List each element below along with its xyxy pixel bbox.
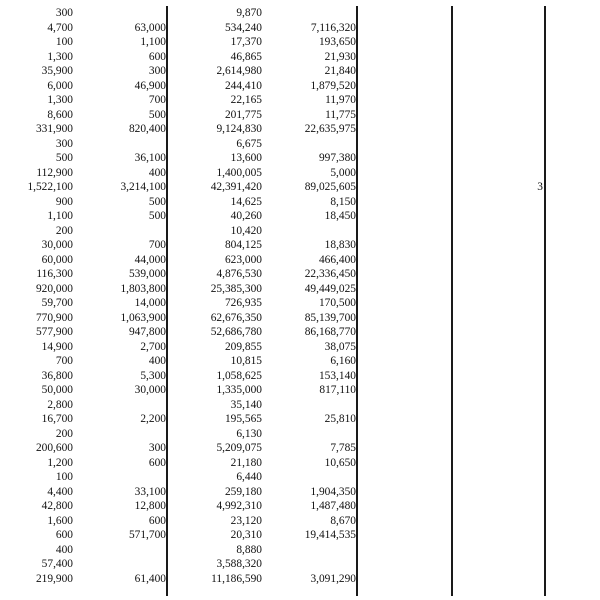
table-cell-col-4: 193,650 xyxy=(318,36,356,48)
table-cell-col-2: 300 xyxy=(148,65,166,77)
table-cell-col-4: 1,487,480 xyxy=(310,500,356,512)
table-cell-col-4: 18,830 xyxy=(324,239,356,251)
table-cell-col-4: 170,500 xyxy=(318,297,356,309)
table-cell-col-2: 700 xyxy=(148,94,166,106)
table-cell-col-4: 1,879,520 xyxy=(310,79,356,92)
table-row xyxy=(0,441,600,455)
table-cell-col-3: 5,209,075 xyxy=(216,442,262,454)
table-cell-col-4: 997,380 xyxy=(318,152,356,164)
table-cell-col-1: 200 xyxy=(55,224,73,237)
table-row xyxy=(0,456,600,470)
table-cell-col-3: 726,935 xyxy=(224,297,262,309)
table-cell-col-1: 600 xyxy=(55,529,73,541)
table-cell-col-2: 539,000 xyxy=(128,268,166,280)
table-row xyxy=(0,557,600,571)
table-row xyxy=(0,398,600,412)
table-cell-col-4: 5,000 xyxy=(330,166,356,179)
table-cell-col-3: 4,876,530 xyxy=(216,268,262,280)
table-row xyxy=(0,21,600,35)
table-cell-col-1: 200 xyxy=(55,427,73,440)
table-cell-col-1: 1,300 xyxy=(47,94,73,106)
table-cell-col-4: 8,670 xyxy=(330,514,356,527)
table-cell-col-3: 17,370 xyxy=(230,36,262,48)
table-cell-col-2: 1,803,800 xyxy=(120,282,166,295)
table-cell-col-4: 21,840 xyxy=(324,65,356,77)
table-cell-col-1: 500 xyxy=(55,152,73,164)
table-cell-col-4: 22,336,450 xyxy=(304,268,356,280)
table-cell-col-3: 8,880 xyxy=(236,543,262,556)
table-cell-col-3: 623,000 xyxy=(224,253,262,266)
table-cell-col-2: 700 xyxy=(148,239,166,251)
table-cell-col-3: 1,400,005 xyxy=(216,166,262,179)
table-cell-col-2: 30,000 xyxy=(134,384,166,396)
table-cell-col-3: 534,240 xyxy=(224,21,262,34)
table-row xyxy=(0,543,600,557)
table-cell-col-4: 21,930 xyxy=(324,50,356,63)
table-cell-col-3: 20,310 xyxy=(230,529,262,541)
table-cell-col-1: 4,400 xyxy=(47,485,73,498)
table-cell-col-2: 820,400 xyxy=(128,123,166,135)
table-cell-col-2: 400 xyxy=(148,355,166,367)
table-cell-col-3: 21,180 xyxy=(230,456,262,469)
table-row xyxy=(0,427,600,441)
table-cell-col-4: 8,150 xyxy=(330,195,356,208)
table-cell-col-4: 49,449,025 xyxy=(304,282,356,295)
table-cell-col-3: 42,391,420 xyxy=(210,181,262,193)
table-cell-col-2: 2,700 xyxy=(140,340,166,353)
table-cell-col-1: 920,000 xyxy=(35,282,73,295)
table-row xyxy=(0,311,600,325)
table-cell-col-2: 1,063,900 xyxy=(120,311,166,324)
table-cell-col-3: 25,385,300 xyxy=(210,282,262,295)
table-cell-col-2: 14,000 xyxy=(134,297,166,309)
table-cell-col-5: 3 xyxy=(537,181,543,193)
table-cell-col-3: 201,775 xyxy=(224,108,262,121)
table-row xyxy=(0,253,600,267)
table-cell-col-1: 112,900 xyxy=(36,166,73,179)
table-cell-col-3: 804,125 xyxy=(224,239,262,251)
table-cell-col-3: 14,625 xyxy=(230,195,262,208)
table-cell-col-3: 23,120 xyxy=(230,514,262,527)
table-row xyxy=(0,470,600,484)
table-cell-col-2: 500 xyxy=(148,210,166,222)
table-cell-col-1: 30,000 xyxy=(41,239,73,251)
table-cell-col-1: 700 xyxy=(55,355,73,367)
table-cell-col-2: 400 xyxy=(148,166,166,179)
table-cell-col-1: 100 xyxy=(55,471,73,483)
table-cell-col-1: 200,600 xyxy=(35,442,73,454)
table-cell-col-1: 6,000 xyxy=(47,79,73,92)
table-row xyxy=(0,50,600,64)
table-cell-col-2: 300 xyxy=(148,442,166,454)
table-cell-col-1: 35,900 xyxy=(41,65,73,77)
table-cell-col-4: 7,785 xyxy=(330,442,356,454)
table-row xyxy=(0,238,600,252)
table-cell-col-3: 52,686,780 xyxy=(210,326,262,338)
table-row xyxy=(0,108,600,122)
table-cell-col-4: 22,635,975 xyxy=(304,123,356,135)
table-cell-col-4: 85,139,700 xyxy=(304,311,356,324)
table-row xyxy=(0,296,600,310)
table-cell-col-3: 9,124,830 xyxy=(216,123,262,135)
table-row xyxy=(0,137,600,151)
table-cell-col-1: 8,600 xyxy=(47,108,73,121)
table-row xyxy=(0,369,600,383)
table-cell-col-2: 600 xyxy=(148,456,166,469)
table-cell-col-3: 6,675 xyxy=(236,137,262,150)
table-row xyxy=(0,325,600,339)
table-cell-col-4: 86,168,770 xyxy=(304,326,356,338)
table-cell-col-1: 4,700 xyxy=(47,21,73,34)
table-cell-col-3: 4,992,310 xyxy=(216,500,262,512)
table-cell-col-1: 300 xyxy=(55,137,73,150)
table-cell-col-3: 9,870 xyxy=(236,7,262,19)
table-cell-col-2: 44,000 xyxy=(134,253,166,266)
table-cell-col-2: 2,200 xyxy=(140,413,166,425)
table-cell-col-1: 1,600 xyxy=(47,514,73,527)
table-cell-col-2: 33,100 xyxy=(134,485,166,498)
table-cell-col-2: 1,100 xyxy=(140,36,166,48)
table-cell-col-4: 25,810 xyxy=(324,413,356,425)
table-cell-col-4: 19,414,535 xyxy=(304,529,356,541)
table-cell-col-3: 1,335,000 xyxy=(216,384,262,396)
table-cell-col-4: 18,450 xyxy=(324,210,356,222)
table-row xyxy=(0,267,600,281)
table-cell-col-3: 46,865 xyxy=(230,50,262,63)
table-cell-col-2: 46,900 xyxy=(134,79,166,92)
table-cell-col-1: 300 xyxy=(55,7,73,19)
table-row xyxy=(0,528,600,542)
table-cell-col-3: 40,260 xyxy=(230,210,262,222)
table-cell-col-2: 600 xyxy=(148,514,166,527)
table-cell-col-1: 770,900 xyxy=(35,311,73,324)
table-cell-col-4: 466,400 xyxy=(318,253,356,266)
table-cell-col-2: 947,800 xyxy=(128,326,166,338)
table-cell-col-3: 22,165 xyxy=(230,94,262,106)
table-cell-col-3: 10,815 xyxy=(230,355,262,367)
table-cell-col-3: 6,130 xyxy=(236,427,262,440)
table-row xyxy=(0,209,600,223)
table-cell-col-1: 219,900 xyxy=(35,572,73,585)
table-cell-col-1: 1,300 xyxy=(47,50,73,63)
table-cell-col-2: 500 xyxy=(148,195,166,208)
table-row xyxy=(0,93,600,107)
table-cell-col-4: 7,116,320 xyxy=(310,21,356,34)
table-cell-col-4: 89,025,605 xyxy=(304,181,356,193)
table-cell-col-2: 5,300 xyxy=(140,369,166,382)
table-cell-col-4: 10,650 xyxy=(324,456,356,469)
table-cell-col-1: 42,800 xyxy=(41,500,73,512)
table-cell-col-3: 209,855 xyxy=(224,340,262,353)
table-cell-col-1: 116,300 xyxy=(36,268,73,280)
table-cell-col-1: 57,400 xyxy=(41,558,73,570)
table-row xyxy=(0,64,600,78)
table-cell-col-3: 3,588,320 xyxy=(216,558,262,570)
table-cell-col-1: 577,900 xyxy=(35,326,73,338)
table-row xyxy=(0,6,600,20)
table-row xyxy=(0,195,600,209)
table-cell-col-4: 6,160 xyxy=(330,355,356,367)
table-cell-col-1: 100 xyxy=(55,36,73,48)
table-row xyxy=(0,383,600,397)
table-row xyxy=(0,499,600,513)
table-cell-col-2: 571,700 xyxy=(128,529,166,541)
table-cell-col-3: 11,186,590 xyxy=(211,572,262,585)
table-cell-col-3: 2,614,980 xyxy=(216,65,262,77)
table-cell-col-3: 6,440 xyxy=(236,471,262,483)
table-cell-col-2: 3,214,100 xyxy=(120,181,166,193)
table-cell-col-1: 900 xyxy=(55,195,73,208)
table-cell-col-3: 35,140 xyxy=(230,398,262,411)
table-cell-col-1: 16,700 xyxy=(41,413,73,425)
table-row xyxy=(0,151,600,165)
table-cell-col-4: 153,140 xyxy=(318,369,356,382)
table-cell-col-4: 817,110 xyxy=(319,384,356,396)
table-cell-col-2: 63,000 xyxy=(134,21,166,34)
table-cell-col-3: 195,565 xyxy=(224,413,262,425)
table-row xyxy=(0,340,600,354)
table-cell-col-4: 3,091,290 xyxy=(310,572,356,585)
table-row xyxy=(0,122,600,136)
table-cell-col-1: 2,800 xyxy=(47,398,73,411)
table-row xyxy=(0,166,600,180)
table-row xyxy=(0,572,600,586)
table-cell-col-4: 1,904,350 xyxy=(310,485,356,498)
table-cell-col-1: 14,900 xyxy=(41,340,73,353)
table-cell-col-1: 400 xyxy=(55,543,73,556)
table-cell-col-4: 38,075 xyxy=(324,340,356,353)
table-cell-col-1: 1,522,100 xyxy=(27,181,73,193)
table-cell-col-1: 60,000 xyxy=(41,253,73,266)
table-row xyxy=(0,282,600,296)
table-row xyxy=(0,412,600,426)
table-cell-col-1: 59,700 xyxy=(41,297,73,309)
table-cell-col-1: 50,000 xyxy=(41,384,73,396)
table-cell-col-3: 13,600 xyxy=(230,152,262,164)
table-cell-col-3: 1,058,625 xyxy=(216,369,262,382)
table-cell-col-1: 331,900 xyxy=(35,123,73,135)
table-cell-col-1: 1,200 xyxy=(47,456,73,469)
table-row xyxy=(0,514,600,528)
table-cell-col-3: 244,410 xyxy=(224,79,262,92)
table-cell-col-1: 36,800 xyxy=(41,369,73,382)
table-cell-col-3: 62,676,350 xyxy=(210,311,262,324)
table-cell-col-4: 11,775 xyxy=(325,108,356,121)
table-cell-col-3: 10,420 xyxy=(230,224,262,237)
table-cell-col-2: 500 xyxy=(148,108,166,121)
table-row xyxy=(0,35,600,49)
table-row xyxy=(0,180,600,194)
table-cell-col-2: 36,100 xyxy=(134,152,166,164)
table-row xyxy=(0,79,600,93)
table-row xyxy=(0,485,600,499)
table-cell-col-2: 61,400 xyxy=(134,572,166,585)
table-row xyxy=(0,224,600,238)
table-row xyxy=(0,354,600,368)
table-cell-col-3: 259,180 xyxy=(224,485,262,498)
table-cell-col-4: 11,970 xyxy=(325,94,356,106)
table-cell-col-1: 1,100 xyxy=(47,210,73,222)
table-cell-col-2: 600 xyxy=(148,50,166,63)
table-cell-col-2: 12,800 xyxy=(134,500,166,512)
